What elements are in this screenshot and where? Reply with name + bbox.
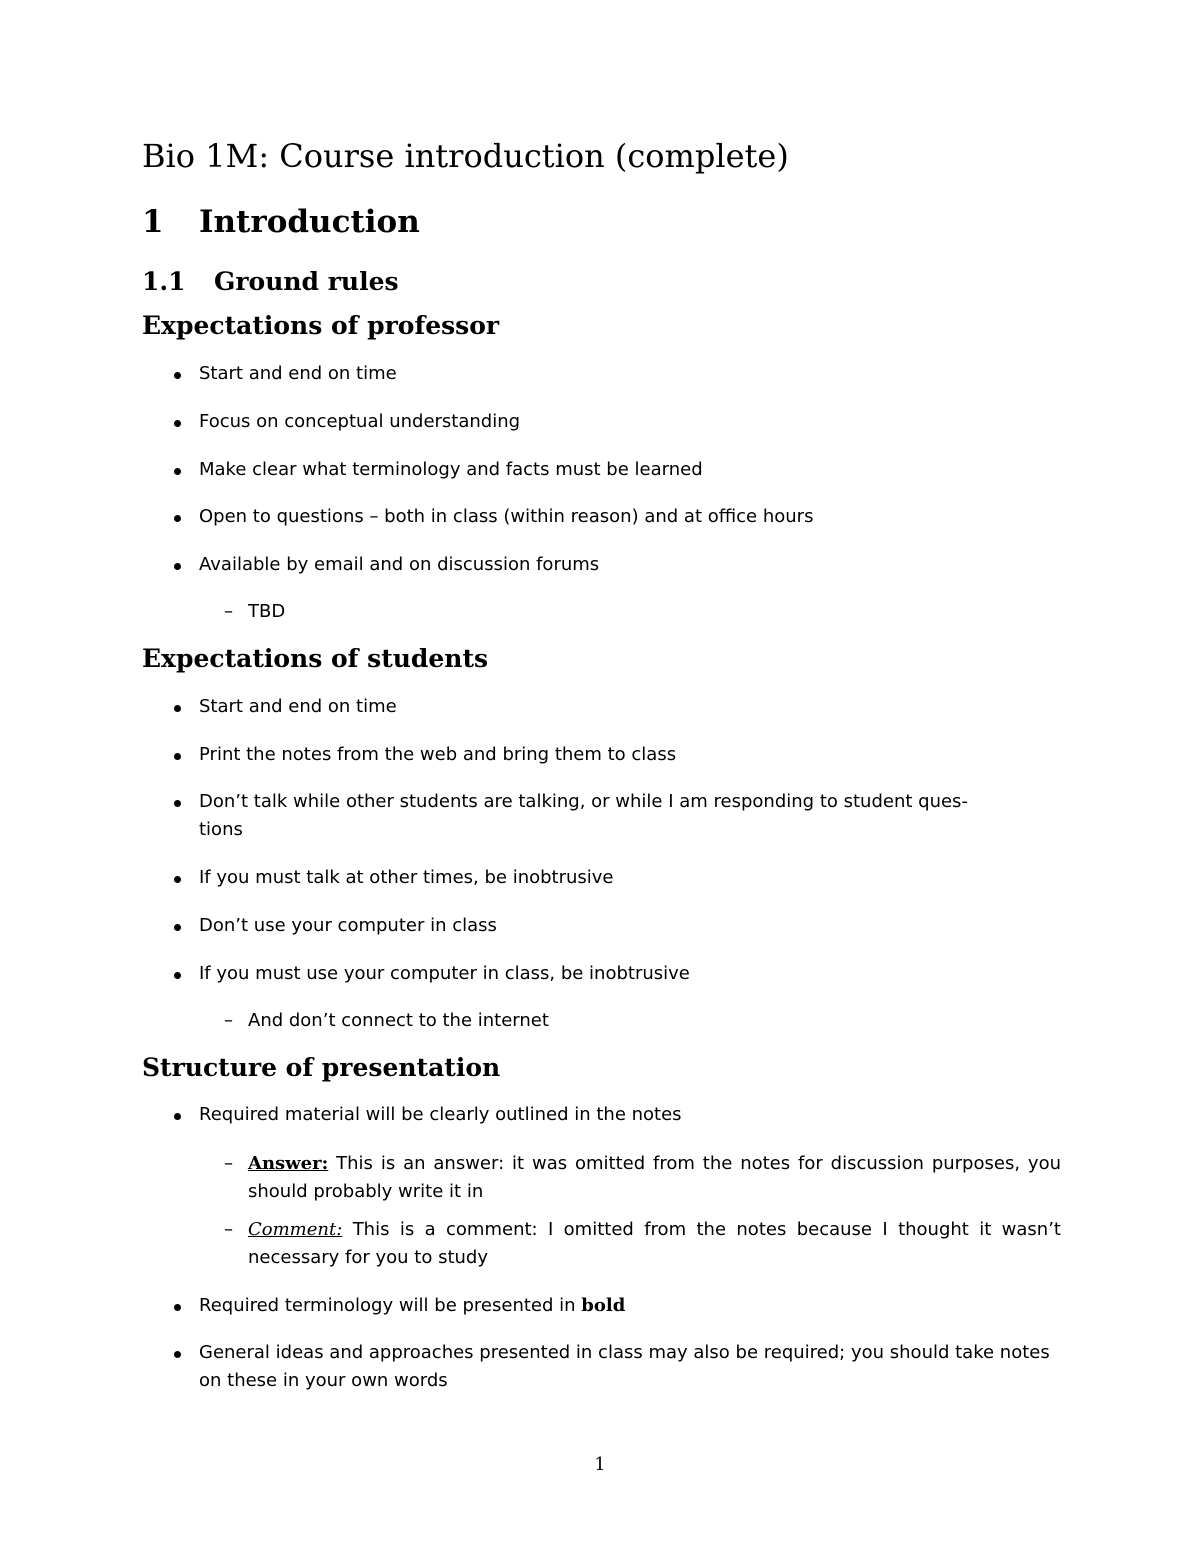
dash-icon: – [224,1153,233,1174]
answer-sub-item [224,1150,1061,1206]
bullet-icon [174,1113,181,1120]
list-item [199,360,1061,388]
document-title: Bio 1M: Course introduction (complete) [142,137,789,175]
list-item [199,456,1061,484]
bullet-icon [174,372,181,379]
students-heading: Expectations of students [142,644,489,673]
answer-label: Answer: [248,1153,329,1174]
bullet-icon [174,420,181,427]
bullet-icon [174,705,181,712]
list-item [199,551,1061,579]
bold-example: bold [581,1295,626,1316]
bullet-icon [174,515,181,522]
list-item-text: General ideas and approaches presented in class may also be required; you should take notes on these in your own words [199,1342,1050,1391]
list-item-text: Don’t use your computer in class [199,915,497,936]
section-title: Introduction [199,204,420,240]
comment-sub-item [224,1216,1061,1272]
list-item [199,693,1061,721]
sub-list-item-text: TBD [248,601,286,622]
list-item-text: If you must talk at other times, be inobtrusive [199,867,614,888]
list-item-text: If you must use your computer in class, be inobtrusive [199,963,690,984]
bullet-icon [174,972,181,979]
bullet-icon [174,753,181,760]
list-item [199,912,1061,940]
bullet-icon [174,800,181,807]
list-item-text: Make clear what terminology and facts must be learned [199,459,703,480]
list-item [199,1339,1061,1395]
list-item-text: Available by email and on discussion forums [199,554,600,575]
section-heading [142,202,420,242]
list-item [199,788,1061,844]
bullet-icon [174,1304,181,1311]
list-item [199,503,1061,531]
list-item [199,1101,1061,1129]
list-item [199,864,1061,892]
dash-icon: – [224,601,233,622]
bullet-icon [174,563,181,570]
list-item-text: Required material will be clearly outlined in the notes [199,1104,682,1125]
list-item [199,741,1061,769]
list-item [199,960,1061,988]
list-item-text: Start and end on time [199,363,397,384]
section-number: 1 [142,204,164,240]
list-item-text-line-1: Don’t talk while other students are talking, or while I am responding to student ques- [199,791,968,812]
page-number: 1 [594,1454,606,1475]
sub-list-item [224,598,1061,626]
list-item-text-line-2: tions [199,819,243,840]
bullet-icon [174,924,181,931]
dash-icon: – [224,1219,233,1240]
sub-list-item [224,1007,1061,1035]
subsection-title: Ground rules [214,267,399,296]
list-item [199,1292,1061,1320]
answer-text: This is an answer: it was omitted from the notes for discussion purposes, you should probably write it in [248,1153,1061,1202]
bullet-icon [174,1351,181,1358]
comment-text: This is a comment: I omitted from the notes because I thought it wasn’t necessary for you to study [248,1219,1061,1268]
list-item-text: Start and end on time [199,696,397,717]
structure-heading: Structure of presentation [142,1053,501,1082]
professor-heading: Expectations of professor [142,311,500,340]
bullet-icon [174,468,181,475]
list-item-text: Focus on conceptual understanding [199,411,521,432]
list-item-text: Print the notes from the web and bring them to class [199,744,677,765]
sub-list-item-text: And don’t connect to the internet [248,1010,549,1031]
comment-label: Comment: [248,1219,343,1240]
dash-icon: – [224,1010,233,1031]
subsection-heading [142,265,399,299]
list-item [199,408,1061,436]
bullet-icon [174,876,181,883]
subsection-number: 1.1 [142,267,186,296]
list-item-text: Open to questions – both in class (within reason) and at office hours [199,506,814,527]
list-item-text: Required terminology will be presented in [199,1295,576,1316]
